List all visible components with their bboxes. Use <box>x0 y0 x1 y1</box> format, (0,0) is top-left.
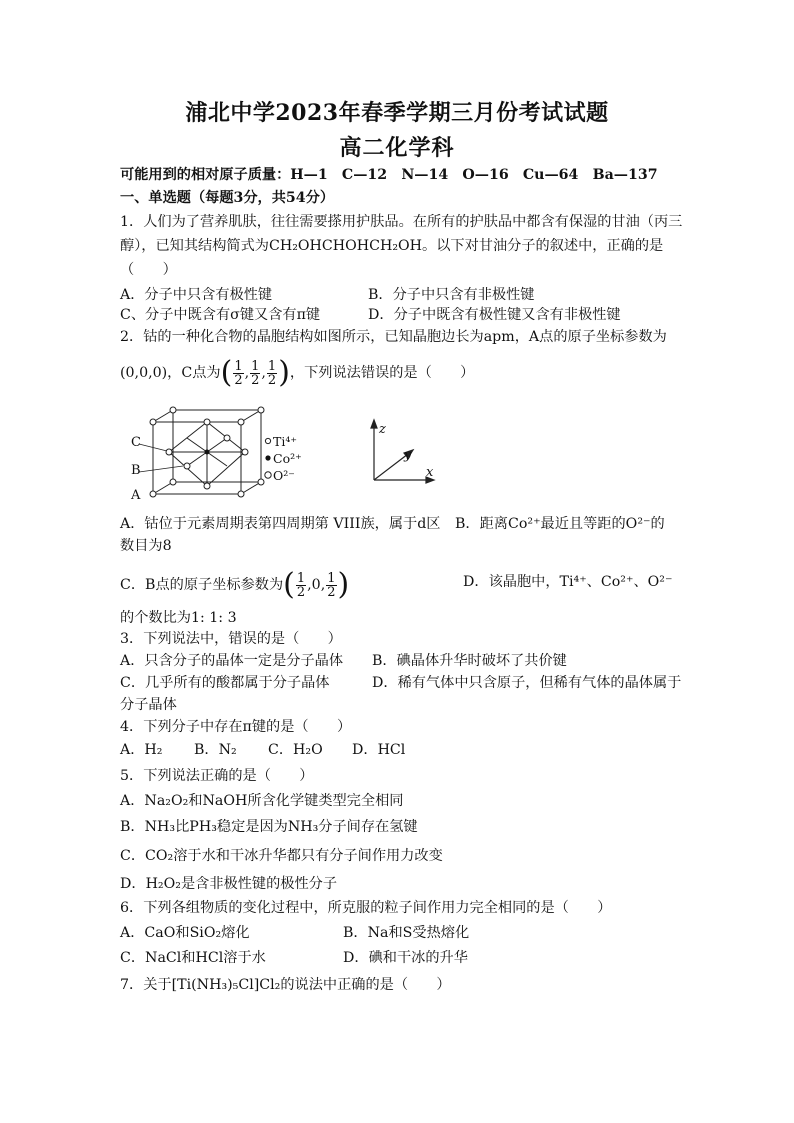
exam-title: 浦北中学2023年春季学期三月份考试试题 <box>185 100 609 126</box>
q4-stem: 4．下列分子中存在π键的是（ ） <box>120 719 352 735</box>
q3-option-c: C．几乎所有的酸都属于分子晶体 <box>120 675 330 691</box>
q1-option-c: C、分子中既含有σ键又含有π键 <box>120 307 321 323</box>
q2-c-tail: ，下列说法错误的是（ ） <box>289 365 475 381</box>
q5-option-a: A．Na₂O₂和NaOH所含化学键类型完全相同 <box>120 793 404 809</box>
q1-stem-line3: （ ） <box>120 262 177 278</box>
q3-option-d: D．稀有气体中只含原子，但稀有气体的晶体属于 <box>372 675 682 691</box>
q7-stem: 7．关于[Ti(NH₃)₅Cl]Cl₂的说法中正确的是（ ） <box>120 977 451 993</box>
q1-option-a: A．分子中只含有极性键 <box>120 287 273 303</box>
atomic-masses: 可能用到的相对原子质量：H—1 C—12 N—14 O—16 Cu—64 Ba—137 <box>120 167 658 183</box>
q2-option-c: C．B点的原子坐标参数为( $\frac{1}{2}$ ,0, $\frac{1}{2}$ ) <box>120 567 350 602</box>
q4-option-b: B．N₂ <box>194 742 237 758</box>
q6-stem: 6．下列各组物质的变化过程中，所克服的粒子间作用力完全相同的是（ ） <box>120 900 612 916</box>
label-point-a: A <box>131 488 141 503</box>
q2-option-d: D．该晶胞中，Ti⁴⁺、Co²⁺、O²⁻ <box>463 574 673 590</box>
q4-option-d: D．HCl <box>352 742 406 758</box>
q3-option-b: B．碘晶体升华时破坏了共价键 <box>372 653 567 669</box>
section-heading: 一、单选题（每题3分，共54分） <box>120 190 335 206</box>
legend-o: O²⁻ <box>273 468 295 483</box>
q6-option-a: A．CaO和SiO₂熔化 <box>120 925 250 941</box>
q2-option-b-cont: 数目为8 <box>120 538 172 554</box>
q1-stem-line1: 1．人们为了营养肌肤，往往需要搽用护肤品。在所有的护肤品中都含有保湿的甘油（丙三 <box>120 214 683 230</box>
label-point-c: C <box>131 435 141 450</box>
q2-coord-a: (0,0,0) <box>120 365 168 381</box>
q1-option-d: D．分子中既含有极性键又含有非极性键 <box>368 307 621 323</box>
q5-option-b: B．NH₃比PH₃稳定是因为NH₃分子间存在氢键 <box>120 819 418 835</box>
q3-option-a: A．只含分子的晶体一定是分子晶体 <box>120 653 344 669</box>
q5-option-c: C．CO₂溶于水和干冰升华都只有分子间作用力改变 <box>120 848 443 864</box>
q6-option-b: B．Na和S受热熔化 <box>343 925 470 941</box>
axis-y-label: y <box>404 448 412 463</box>
q3-option-d-cont: 分子晶体 <box>120 697 177 713</box>
q2-stem-line2: (0,0,0)，C点为( $\frac{1}{2}$ , $\frac{1}{2}$ , $\frac{1}{2}$ )，下列说法错误的是（ ） <box>120 355 475 390</box>
q2-option-a: A．钴位于元素周期表第四周期第 VIII族，属于d区 <box>120 516 441 532</box>
exam-subject: 高二化学科 <box>339 135 455 161</box>
label-point-b: B <box>131 463 141 478</box>
q5-stem: 5．下列说法正确的是（ ） <box>120 768 314 784</box>
q1-option-b: B．分子中只含有非极性键 <box>368 287 535 303</box>
axis-z-label: z <box>379 422 386 437</box>
q5-option-d: D．H₂O₂是含非极性键的极性分子 <box>120 876 338 892</box>
legend-co: Co²⁺ <box>273 451 302 466</box>
q1-stem-line2: 醇），已知其结构简式为CH₂OHCHOHCH₂OH。以下对甘油分子的叙述中，正确的是 <box>120 238 664 254</box>
q6-option-d: D．碘和干冰的升华 <box>343 950 468 966</box>
axis-x-label: x <box>426 465 434 480</box>
q2-option-d-cont: 的个数比为1: 1: 3 <box>120 610 237 626</box>
q4-option-c: C．H₂O <box>268 742 323 758</box>
q2-fraction: $\frac{1}{2}$ <box>234 358 243 388</box>
q3-stem: 3．下列说法中，错误的是（ ） <box>120 631 342 647</box>
q4-option-a: A．H₂ <box>120 742 163 758</box>
q2-c-label: ，C点为 <box>167 365 221 381</box>
legend-ti: Ti⁴⁺ <box>273 434 297 449</box>
q2-option-b: B．距离Co²⁺最近且等距的O²⁻的 <box>455 516 665 532</box>
q6-option-c: C．NaCl和HCl溶于水 <box>120 950 266 966</box>
q2-stem-line1: 2．钴的一种化合物的晶胞结构如图所示，已知晶胞边长为apm，A点的原子坐标参数为 <box>120 329 667 345</box>
